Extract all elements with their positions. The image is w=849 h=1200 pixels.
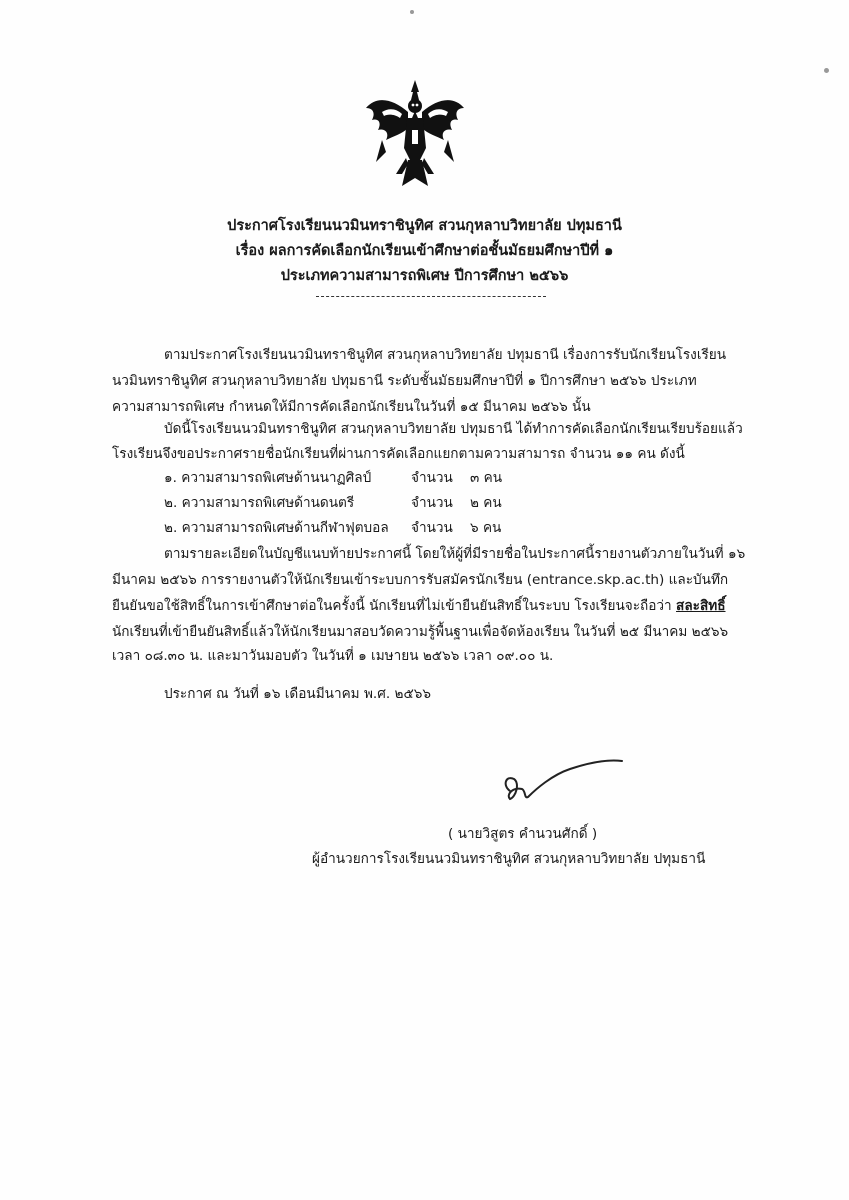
forfeit-emphasis: สละสิทธิ์	[676, 598, 726, 614]
paragraph-3-line-5: เวลา ๐๘.๓๐ น. และมาวันมอบตัว ในวันที่ ๑ เมษายน ๒๕๖๖ เวลา ๐๙.๐๐ น.	[112, 648, 554, 664]
paragraph-3-line-1: ตามรายละเอียดในบัญชีแนบท้ายประกาศนี้ โดยให้ผู้ที่มีรายชื่อในประกาศนี้รายงานตัวภายในวันที่ ๑๖	[164, 546, 746, 562]
paragraph-1-line-2: นวมินทราชินูทิศ สวนกุหลาบวิทยาลัย ปทุมธานี ระดับชั้นมัธยมศึกษาปีที่ ๑ ปีการศึกษา ๒๕๖๖ ประเภท	[112, 373, 697, 389]
document-heading	[0, 214, 849, 289]
signer-position: ผู้อำนวยการโรงเรียนนวมินทราชินูทิศ สวนกุหลาบวิทยาลัย ปทุมธานี	[312, 851, 706, 867]
list-item-label: จำนวน	[411, 470, 453, 486]
heading-line-3: ประเภทความสามารถพิเศษ ปีการศึกษา ๒๕๖๖	[280, 268, 569, 284]
paragraph-3-line-3	[112, 596, 726, 616]
scan-speck	[410, 10, 414, 14]
paragraph-1-line-3: ความสามารถพิเศษ กำหนดให้มีการคัดเลือกนักเรียนในวันที่ ๑๕ มีนาคม ๒๕๖๖ นั้น	[112, 399, 591, 415]
list-item-label: จำนวน	[411, 495, 453, 511]
list-item-label: จำนวน	[411, 520, 453, 536]
paragraph-2-line-1: บัดนี้โรงเรียนนวมินทราชินูทิศ สวนกุหลาบวิทยาลัย ปทุมธานี ได้ทำการคัดเลือกนักเรียนเรียบร้อยแล้ว	[164, 421, 743, 437]
list-item-count: ๓ คน	[470, 470, 502, 486]
list-item-count: ๖ คน	[470, 520, 502, 536]
heading-divider	[316, 296, 546, 297]
paragraph-1-line-1: ตามประกาศโรงเรียนนวมินทราชินูทิศ สวนกุหลาบวิทยาลัย ปทุมธานี เรื่องการรับนักเรียนโรงเรียน	[164, 347, 727, 363]
heading-line-2: เรื่อง ผลการคัดเลือกนักเรียนเข้าศึกษาต่อชั้นมัธยมศึกษาปีที่ ๑	[235, 243, 614, 259]
list-item-count: ๒ คน	[470, 495, 502, 511]
paragraph-3-line-4: นักเรียนที่เข้ายืนยันสิทธิ์แล้วให้นักเรียนมาสอบวัดความรู้พื้นฐานเพื่อจัดห้องเรียน ในวันที่ ๒๕ มีนาคม ๒๕๖๖	[112, 624, 729, 640]
announce-date: ประกาศ ณ วันที่ ๑๖ เดือนมีนาคม พ.ศ. ๒๕๖๖	[164, 686, 432, 702]
list-item-name: ๑. ความสามารถพิเศษด้านนาฏศิลป์	[164, 470, 372, 486]
list-item-name: ๒. ความสามารถพิเศษด้านกีฬาฟุตบอล	[164, 520, 389, 536]
paragraph-3-line-3-text: ยืนยันขอใช้สิทธิ์ในการเข้าศึกษาต่อในครั้งนี้ นักเรียนที่ไม่เข้ายืนยันสิทธิ์ในระบบ โรงเรียนจะถือว่า	[112, 598, 672, 614]
garuda-emblem-icon	[362, 78, 468, 194]
heading-line-1: ประกาศโรงเรียนนวมินทราชินูทิศ สวนกุหลาบวิทยาลัย ปทุมธานี	[227, 218, 622, 234]
paragraph-2-line-2: โรงเรียนจึงขอประกาศรายชื่อนักเรียนที่ผ่านการคัดเลือกแยกตามความสามารถ จำนวน ๑๑ คน ดังนี้	[112, 446, 685, 462]
paragraph-3-line-2: มีนาคม ๒๕๖๖ การรายงานตัวให้นักเรียนเข้าระบบการรับสมัครนักเรียน (entrance.skp.ac.th) และบันทึก	[112, 572, 729, 588]
signer-name: ( นายวิสูตร คำนวนศักดิ์ )	[448, 826, 598, 842]
scan-speck	[824, 68, 829, 73]
signature-scribble	[500, 745, 630, 815]
list-item-name: ๒. ความสามารถพิเศษด้านดนตรี	[164, 495, 355, 511]
